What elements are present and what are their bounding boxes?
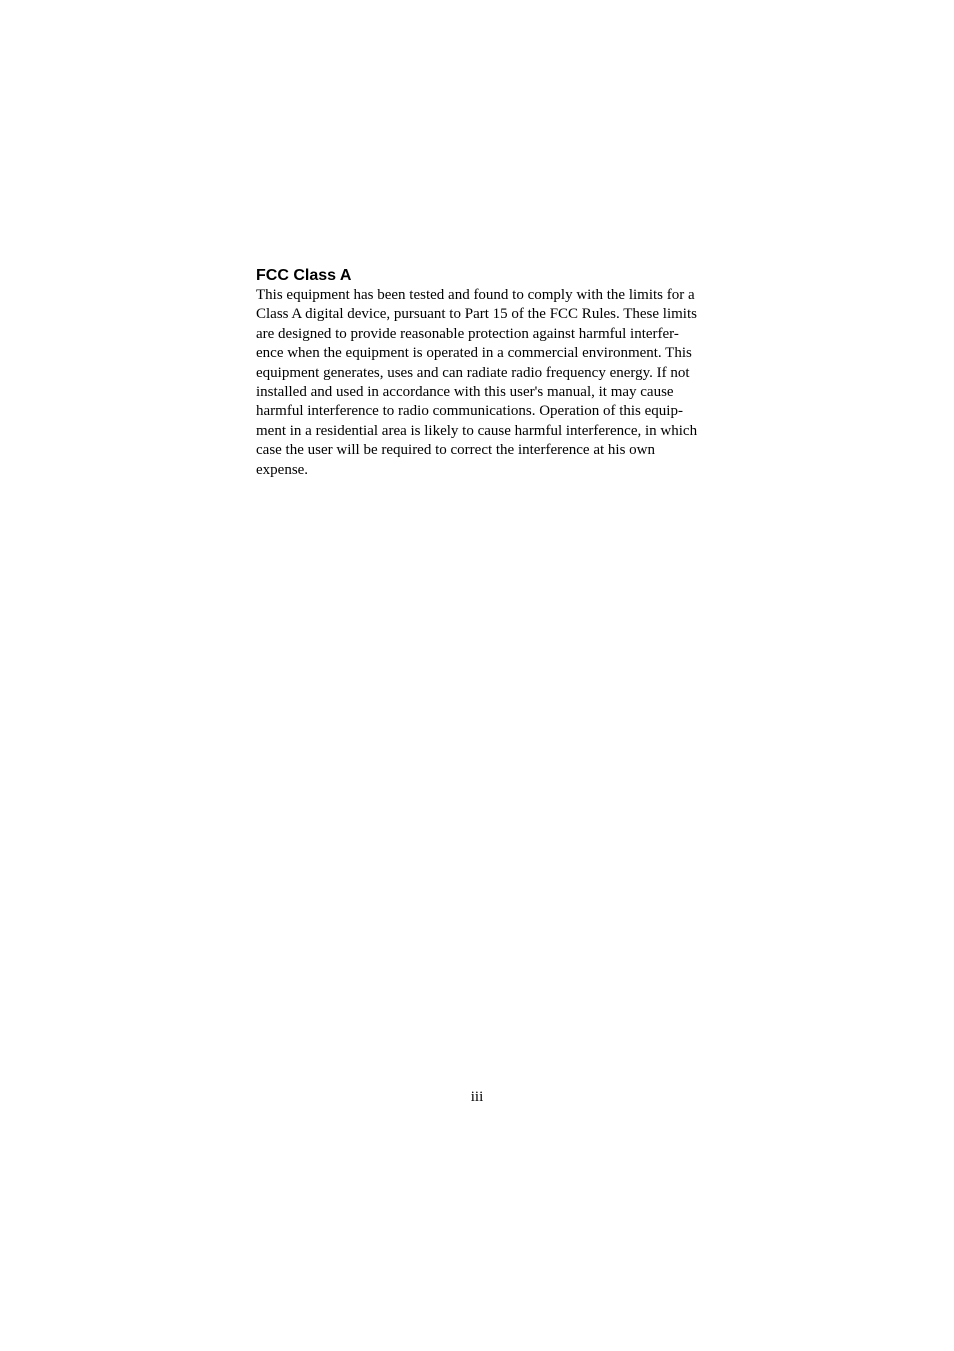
section-body <box>256 286 726 480</box>
body-line: harmful interference to radio communications. Operation of this equip- <box>256 403 683 420</box>
body-line: ment in a residential area is likely to cause harmful interference, in which <box>256 422 698 439</box>
fcc-class-a-section <box>256 266 726 480</box>
body-line: expense. <box>256 461 309 478</box>
body-line: equipment generates, uses and can radiate radio frequency energy. If not <box>256 364 690 381</box>
body-line: This equipment has been tested and found to comply with the limits for a <box>256 287 695 303</box>
body-line: ence when the equipment is operated in a commercial environment. This <box>256 345 692 362</box>
page-number: iii <box>470 1089 484 1105</box>
body-line: installed and used in accordance with this user's manual, it may cause <box>256 384 674 401</box>
body-line: case the user will be required to correct the interference at his own <box>256 442 655 459</box>
body-line: Class A digital device, pursuant to Part 15 of the FCC Rules. These limits <box>256 306 697 323</box>
section-heading: FCC Class A <box>256 267 352 284</box>
body-line: are designed to provide reasonable protection against harmful interfer- <box>256 325 679 342</box>
